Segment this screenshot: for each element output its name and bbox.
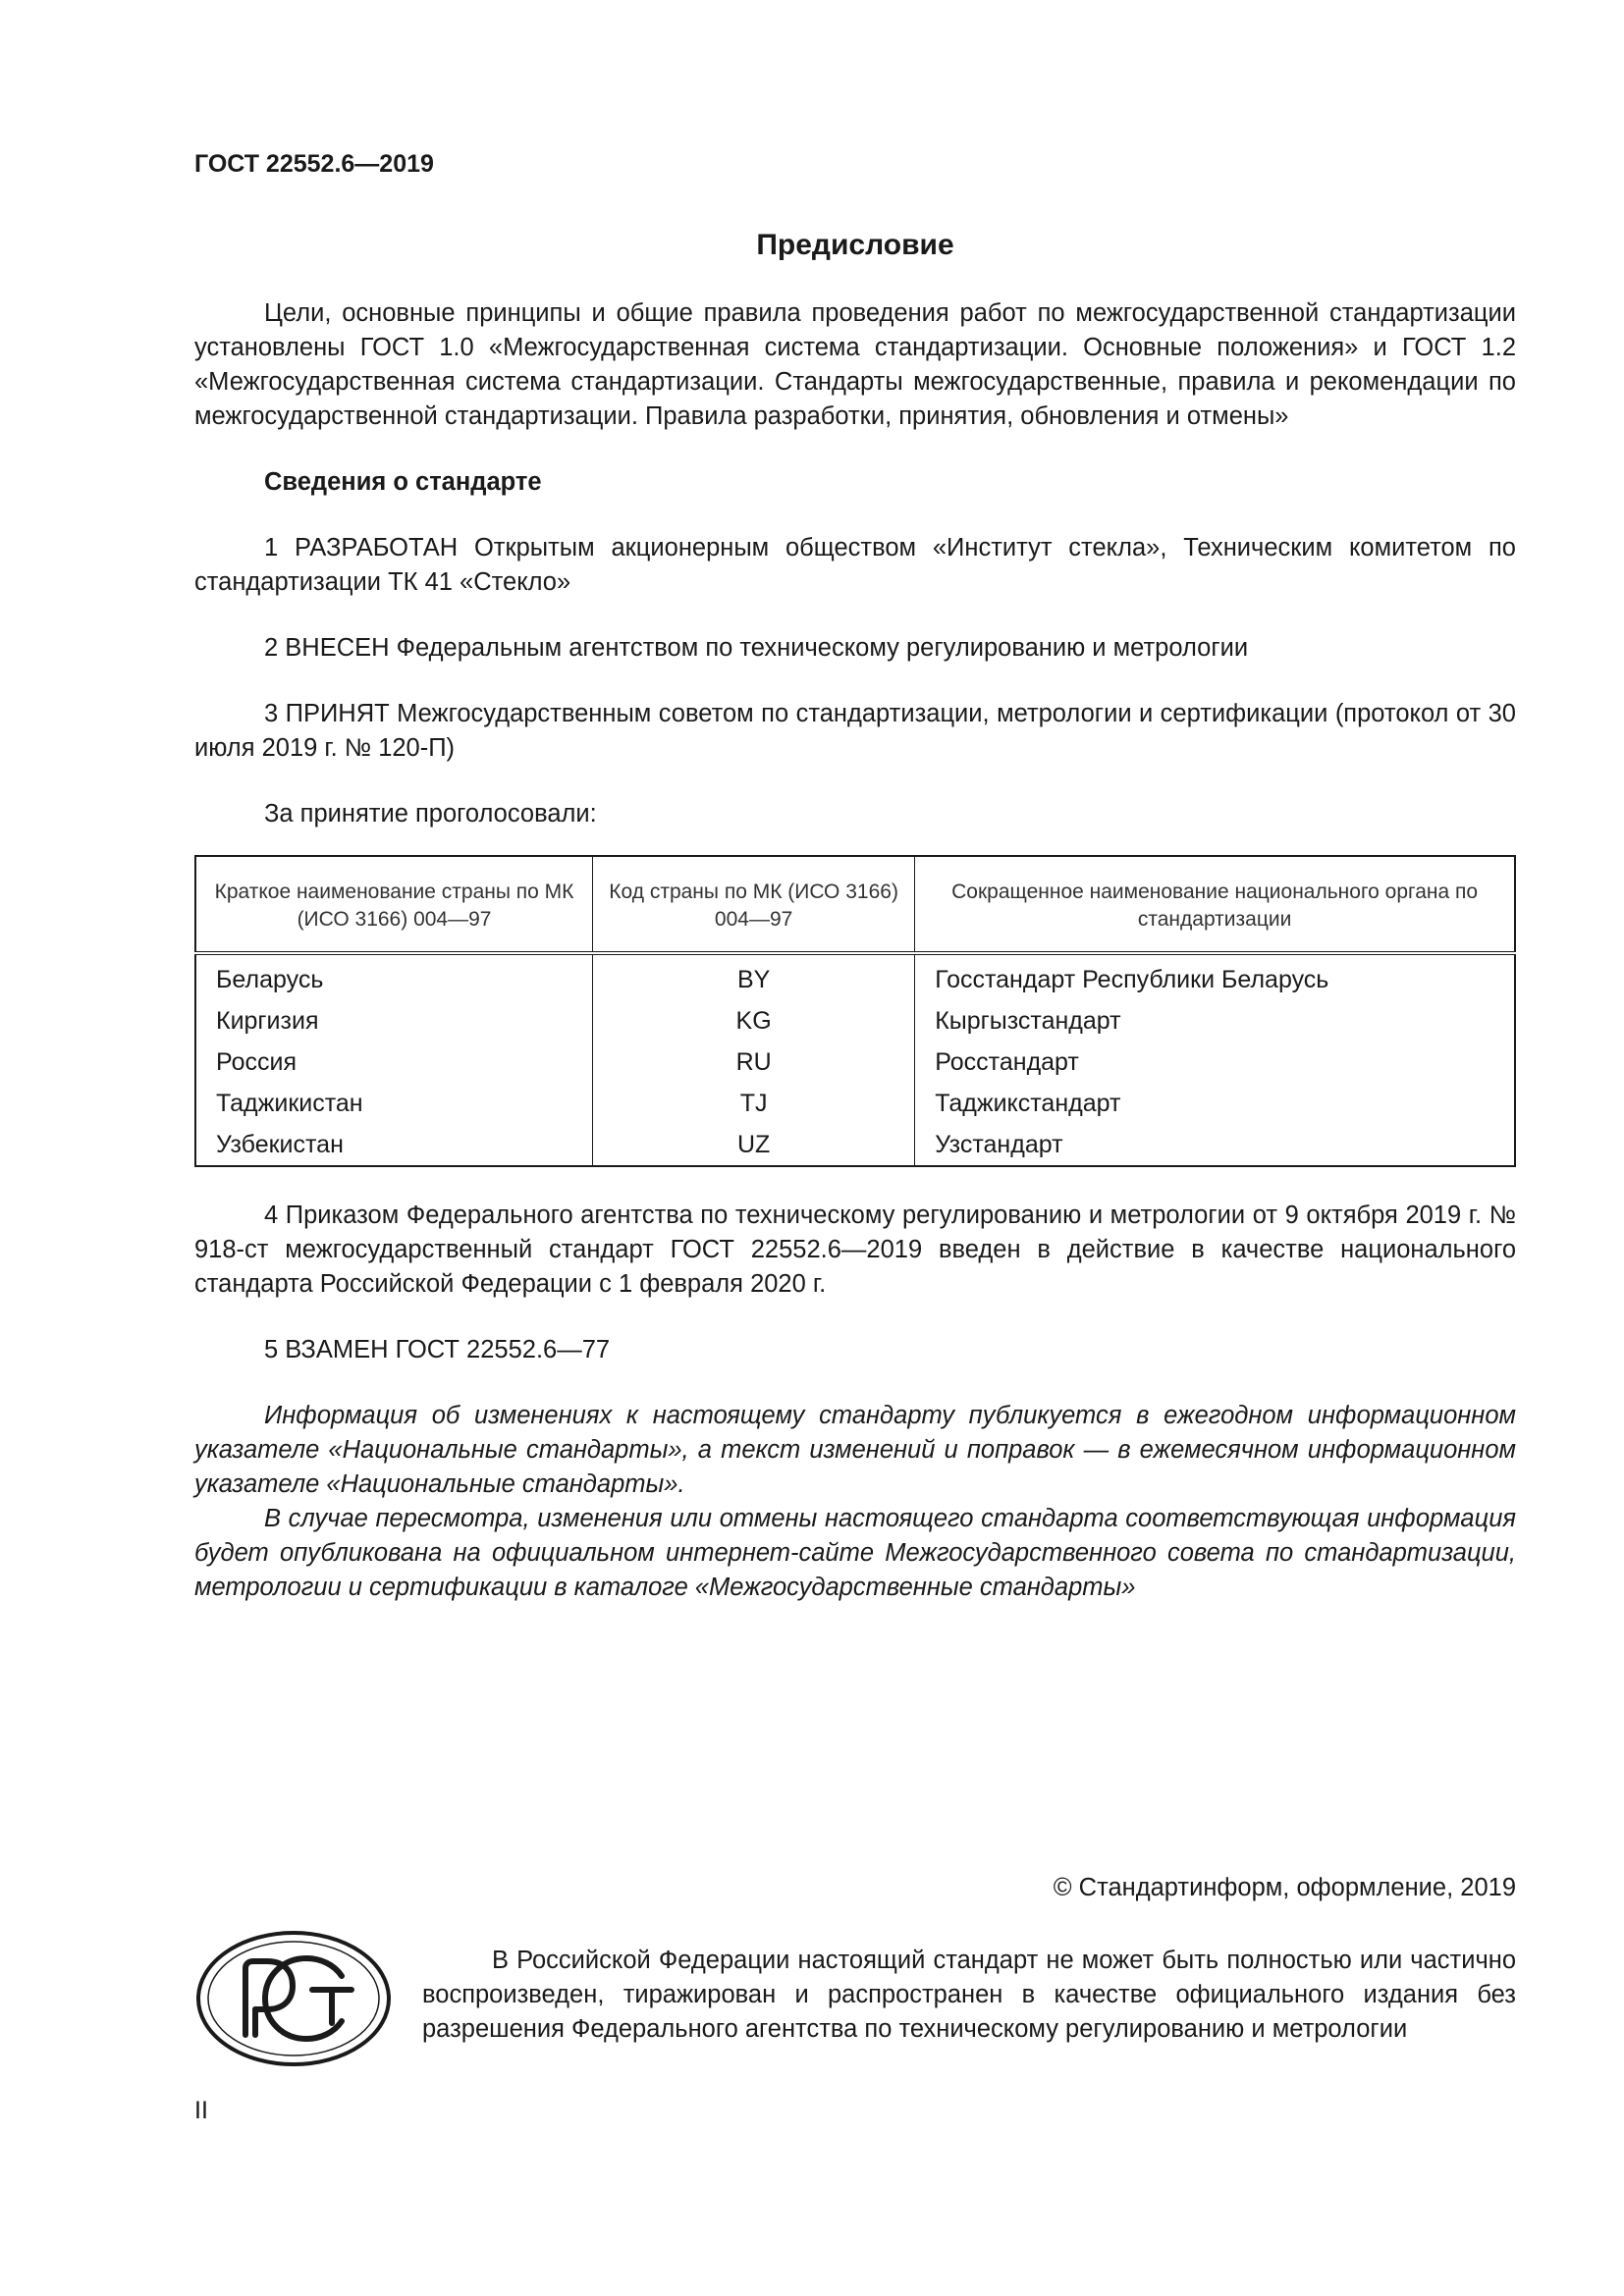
- rst-logo-icon: [194, 1929, 393, 2068]
- info-heading: Сведения о стандарте: [264, 468, 542, 496]
- header-national-body: Сокращенное наименование национального органа по стандартизации: [915, 856, 1515, 953]
- table-row: [195, 953, 1515, 1000]
- copyright-line: © Стандартинформ, оформление, 2019: [1053, 1874, 1516, 1901]
- document-page: [194, 147, 1516, 1605]
- voted-label: За принятие проголосовали:: [264, 800, 597, 828]
- national-body: Таджикстандарт: [935, 1090, 1121, 1117]
- header-country-name: Краткое наименование страны по МК (ИСО 3166) 004—97: [195, 856, 593, 953]
- national-body: Кыргызстандарт: [935, 1007, 1121, 1035]
- item-2: 2 ВНЕСЕН Федеральным агентством по техническому регулированию и метрологии: [264, 634, 1249, 662]
- national-body: Узстандарт: [935, 1131, 1063, 1158]
- header-country-code: Код страны по МК (ИСО 3166) 004—97: [593, 856, 915, 953]
- reproduction-rights-notice: [422, 1944, 1516, 2047]
- item-3: 3 ПРИНЯТ Межгосударственным советом по стандартизации, метрологии и сертификации (протокол от 30 июля 2019 г. № 120-П): [194, 700, 1516, 762]
- national-body: Росстандарт: [935, 1048, 1079, 1076]
- item-1: 1 РАЗРАБОТАН Открытым акционерным обществом «Институт стекла», Техническим комитетом по стандартизации ТК 41 «Стекло»: [194, 534, 1516, 596]
- document-code: ГОСТ 22552.6—2019: [194, 150, 434, 178]
- country-code: TJ: [593, 1083, 915, 1124]
- item-5: 5 ВЗАМЕН ГОСТ 22552.6—77: [264, 1336, 611, 1363]
- item-4: 4 Приказом Федерального агентства по техническому регулированию и метрологии от 9 октября 2019 г. № 918-ст межгосударственный стандарт ГОСТ 22552.6—2019 введен в действие в качестве национального стандарта Российской Федерации с 1 февраля 2020 г.: [194, 1201, 1516, 1298]
- intro-paragraph: Цели, основные принципы и общие правила проведения работ по межгосударственной стандартизации установлены ГОСТ 1.0 «Межгосударственная система стандартизации. Основные положения» и ГОСТ 1.2 «Межгосударственная система стандартизации. Стандарты межгосударственные, правила и рекомендации по межгосударственной стандартизации. Правила разработки, принятия, обновления и отмены»: [194, 299, 1516, 430]
- country-name: Таджикистан: [195, 1083, 593, 1124]
- section-title: Предисловие: [756, 229, 954, 261]
- country-code: UZ: [593, 1124, 915, 1166]
- page-number: II: [194, 2097, 208, 2124]
- country-name: Узбекистан: [195, 1124, 593, 1166]
- table-row: [195, 1083, 1515, 1124]
- country-name: Беларусь: [195, 953, 593, 1000]
- note-revision: В случае пересмотра, изменения или отмены настоящего стандарта соответствующая информация будет опубликована на официальном интернет-сайте Межгосударственного совета по стандартизации, метрологии и сертификации в каталоге «Межгосударственные стандарты»: [194, 1505, 1516, 1601]
- note-changes: Информация об изменениях к настоящему стандарту публикуется в ежегодном информационном указателе «Национальные стандарты», а текст изменений и поправок — в ежемесячном информационном указателе «Национальные стандарты».: [194, 1402, 1516, 1498]
- table-header-row: [195, 856, 1515, 953]
- table-row: [195, 1000, 1515, 1041]
- country-code: BY: [593, 953, 915, 1000]
- national-body: Госстандарт Республики Беларусь: [935, 966, 1329, 993]
- voting-countries-table: [194, 855, 1516, 1167]
- country-code: KG: [593, 1000, 915, 1041]
- table-row: [195, 1041, 1515, 1083]
- table-row: [195, 1124, 1515, 1166]
- country-name: Киргизия: [195, 1000, 593, 1041]
- rights-text: В Российской Федерации настоящий стандарт не может быть полностью или частично воспроизведен, тиражирован и распространен в качестве официального издания без разрешения Федерального агентства по техническому регулированию и метрологии: [422, 1947, 1516, 2043]
- country-code: RU: [593, 1041, 915, 1083]
- country-name: Россия: [195, 1041, 593, 1083]
